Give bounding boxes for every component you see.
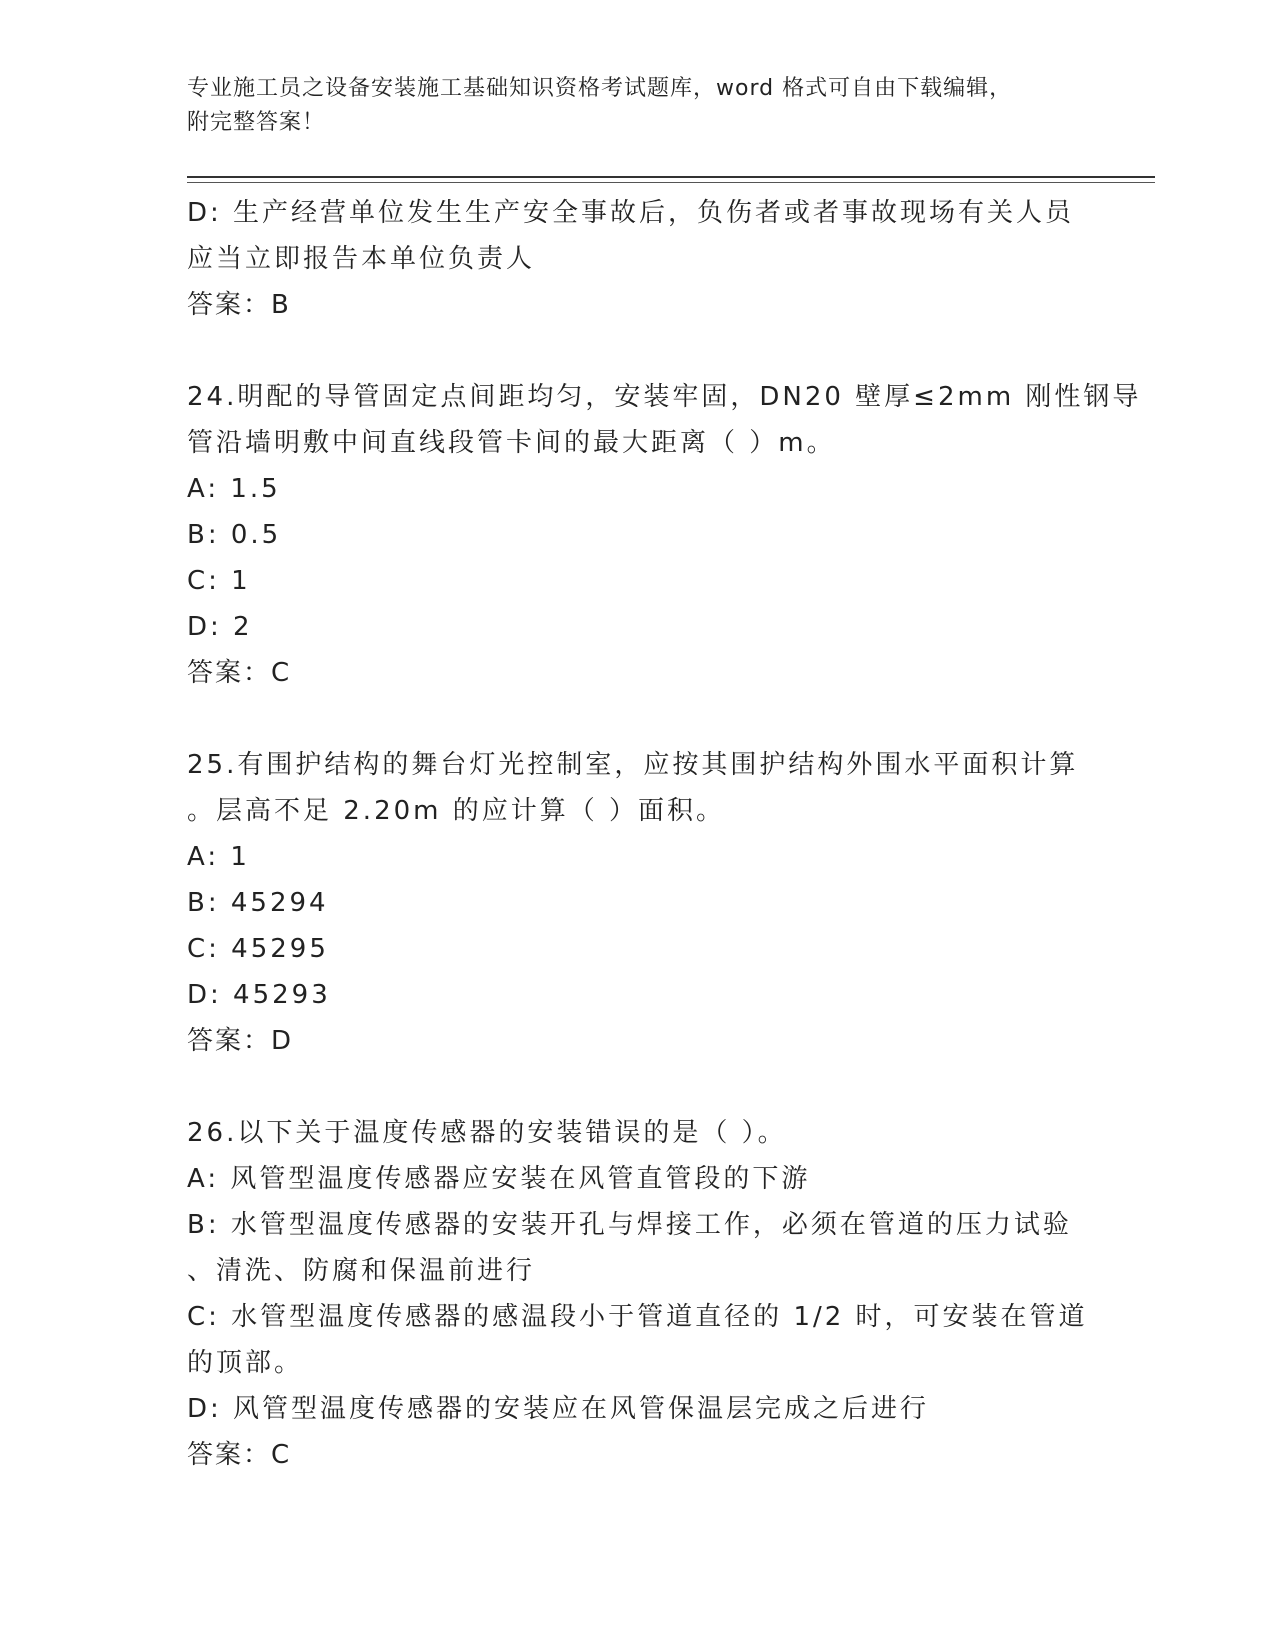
option-a: A: 1.5	[187, 474, 281, 504]
option-d: D: 45293	[187, 980, 331, 1010]
question-24	[187, 374, 1142, 696]
option-d-line-2: 应当立即报告本单位负责人	[187, 244, 536, 274]
option-c-line-1: C: 水管型温度传感器的感温段小于管道直径的 1/2 时，可安装在管道	[187, 1302, 1088, 1332]
document-body	[187, 190, 1142, 1478]
header-divider-thin	[187, 182, 1155, 183]
option-d: D: 风管型温度传感器的安装应在风管保温层完成之后进行	[187, 1394, 930, 1424]
option-b: B: 45294	[187, 888, 329, 918]
option-d-line-1: D: 生产经营单位发生生产安全事故后，负伤者或者事故现场有关人员	[187, 198, 1075, 228]
option-a: A: 风管型温度传感器应安装在风管直管段的下游	[187, 1164, 811, 1194]
answer-line: 答案：B	[187, 290, 291, 320]
question-stem-line-1: 26.以下关于温度传感器的安装错误的是（ ）。	[187, 1118, 787, 1148]
question-23-tail	[187, 190, 1087, 328]
answer-line: 答案：C	[187, 658, 292, 688]
spacer	[187, 328, 1087, 374]
question-stem-line-2: 管沿墙明敷中间直线段管卡间的最大距离（ ）m。	[187, 428, 836, 458]
option-b-line-1: B: 水管型温度传感器的安装开孔与焊接工作，必须在管道的压力试验	[187, 1210, 1072, 1240]
header-line-1: 专业施工员之设备安装施工基础知识资格考试题库，word 格式可自由下载编辑，	[187, 76, 1013, 101]
question-stem-line-2: 。层高不足 2.20m 的应计算（ ）面积。	[187, 796, 726, 826]
question-stem-line-1: 25.有围护结构的舞台灯光控制室，应按其围护结构外围水平面积计算	[187, 750, 1079, 780]
option-c: C: 1	[187, 566, 251, 596]
option-b-line-2: 、清洗、防腐和保温前进行	[187, 1256, 536, 1286]
option-c: C: 45295	[187, 934, 329, 964]
header-line-2: 附完整答案！	[187, 110, 326, 135]
question-26	[187, 1110, 1087, 1478]
option-b: B: 0.5	[187, 520, 282, 550]
spacer	[187, 1064, 1087, 1110]
answer-line: 答案：D	[187, 1026, 294, 1056]
question-25	[187, 742, 1087, 1064]
answer-line: 答案：C	[187, 1440, 292, 1470]
question-stem-line-1: 24.明配的导管固定点间距均匀，安装牢固，DN20 壁厚≤2mm 刚性钢导	[187, 382, 1142, 412]
document-header	[187, 72, 1067, 140]
option-c-line-2: 的顶部。	[187, 1348, 304, 1378]
header-divider-thick	[187, 176, 1155, 178]
spacer	[187, 696, 1087, 742]
option-a: A: 1	[187, 842, 250, 872]
option-d: D: 2	[187, 612, 253, 642]
